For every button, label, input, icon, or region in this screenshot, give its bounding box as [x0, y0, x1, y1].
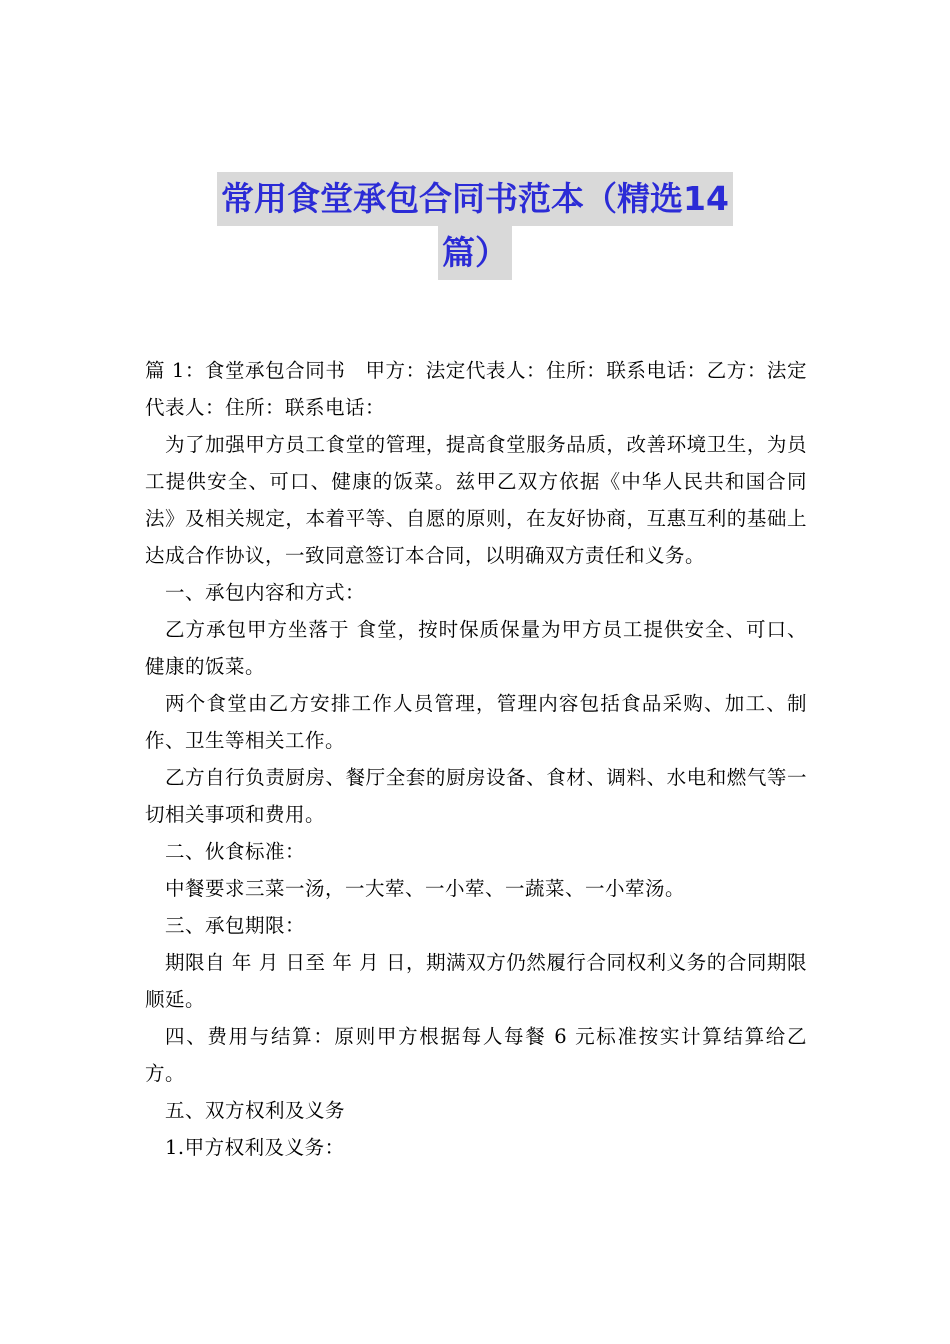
paragraph-preamble: 为了加强甲方员工食堂的管理，提高食堂服务品质，改善环境卫生，为员工提供安全、可口、健康的饭菜。兹甲乙双方依据《中华人民共和国合同法》及相关规定，本着平等、自愿的原则，在友好协商，互惠互利的基础上达成合作协议，一致同意签订本合同，以明确双方责任和义务。 [145, 433, 807, 567]
title-line-2: 篇） [438, 226, 512, 280]
paragraph: 期限自 年 月 日至 年 月 日，期满双方仍然履行合同权利义务的合同期限顺延。 [145, 951, 807, 1011]
paragraph: 两个食堂由乙方安排工作人员管理，管理内容包括食品采购、加工、制作、卫生等相关工作。 [145, 692, 807, 752]
paragraph: 乙方承包甲方坐落于 食堂，按时保质保量为甲方员工提供安全、可口、健康的饭菜。 [145, 618, 807, 678]
section-heading-3: 三、承包期限： [165, 914, 306, 937]
section-heading-2: 二、伙食标准： [165, 840, 306, 863]
paragraph-header: 篇 1：食堂承包合同书 甲方：法定代表人：住所：联系电话：乙方：法定代表人：住所：联系电话： [145, 359, 807, 419]
document-body [145, 352, 807, 1166]
document-title [0, 172, 950, 280]
section-heading-4: 四、费用与结算：原则甲方根据每人每餐 6 元标准按实计算结算给乙方。 [145, 1025, 807, 1085]
title-line-1: 常用食堂承包合同书范本（精选14 [217, 172, 733, 226]
section-heading-5: 五、双方权利及义务 [165, 1099, 346, 1122]
paragraph: 中餐要求三菜一汤，一大荤、一小荤、一蔬菜、一小荤汤。 [165, 877, 686, 900]
section-heading-1: 一、承包内容和方式： [165, 581, 366, 604]
subsection-heading: 1.甲方权利及义务： [165, 1136, 345, 1159]
paragraph: 乙方自行负责厨房、餐厅全套的厨房设备、食材、调料、水电和燃气等一切相关事项和费用。 [145, 766, 807, 826]
